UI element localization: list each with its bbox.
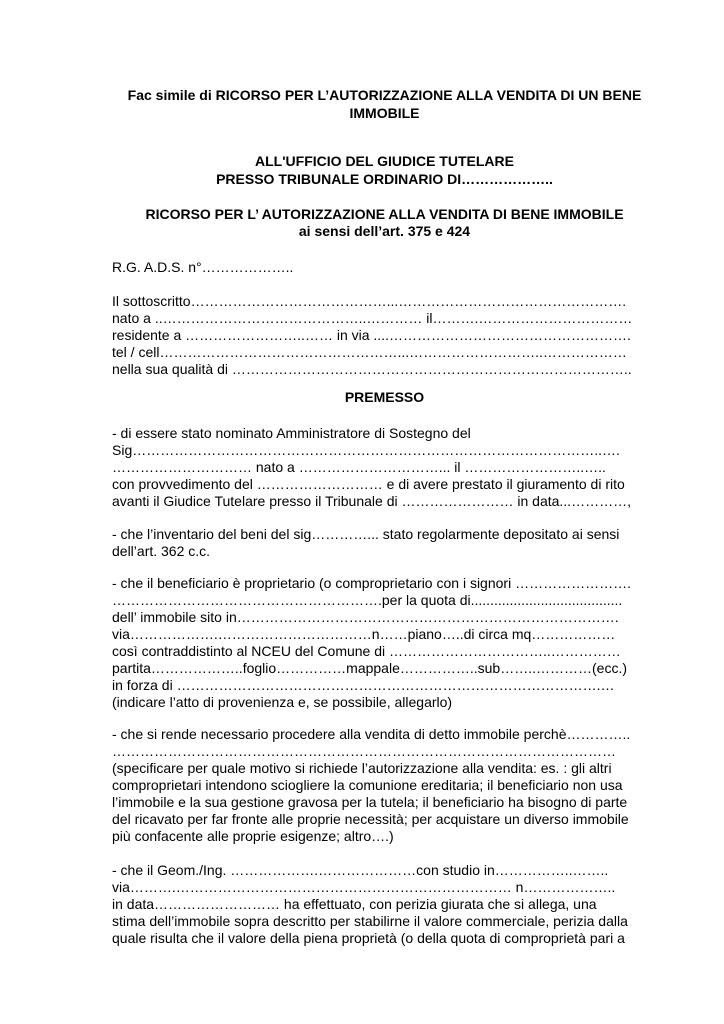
paragraph-line: dell’art. 362 c.c.	[112, 543, 211, 559]
premesso-heading: PREMESSO	[344, 389, 425, 405]
paragraph-line: - di essere stato nominato Amministratore di Sostegno del	[112, 425, 471, 441]
case-number: R.G. A.D.S. n°………………..	[112, 259, 294, 275]
paragraph-line: del ricavato per far fronte alle proprie necessità; per acquistare un diverso immobile	[112, 811, 629, 827]
paragraph-line: - che l’inventario del beni del sig…………... stato regolarmente depositato ai sensi	[112, 526, 620, 542]
subject-heading-line2: ai sensi dell’art. 375 e 424	[298, 223, 471, 239]
document-title-line2: IMMOBILE	[349, 105, 420, 121]
paragraph-line: l’immobile e la sua gestione gravosa per la tutela; il beneficiario ha bisogno di parte	[112, 794, 628, 810]
paragraph-line: partita………………..foglio……………mappale……………..sub……..…………(ecc.)	[112, 660, 627, 676]
applicant-line: nella sua qualità di …………………………………………………………………………..	[112, 361, 632, 377]
paragraph-line: quale risulta che il valore della piena proprietà (o della quota di comproprietà pari a	[112, 930, 625, 946]
paragraph-line: ………………………………………………….per la quota di.......................................	[112, 592, 623, 608]
paragraph-line: (specificare per quale motivo si richiede l’autorizzazione alla vendita: es. : gli altri	[112, 760, 612, 776]
paragraph-line: in forza di ……………………………………………………………………………….…	[112, 677, 615, 693]
applicant-line: tel / cell……………………………………………...………………………..………………	[112, 344, 627, 360]
applicant-line: Il sottoscritto……………………………………...………………………………………….	[112, 293, 627, 309]
subject-heading-line1: RICORSO PER L’ AUTORIZZAZIONE ALLA VENDITA DI BENE IMMOBILE	[145, 206, 624, 222]
paragraph-line: con provvedimento del ……………………… e di avere prestato il giuramento di rito	[112, 476, 625, 492]
paragraph-line: - che il Geom./Ing. ……………….…………………con studio in……………..……..	[112, 862, 609, 878]
paragraph-line: ………………………… nato a …………………………... il ……………………..…..	[112, 459, 606, 475]
paragraph-line: - che si rende necessario procedere alla vendita di detto immobile perchè…………..	[112, 726, 631, 742]
paragraph-line: via……………….……………………………n……piano…..di circa mq………………	[112, 626, 616, 642]
office-heading-line1: ALL'UFFICIO DEL GIUDICE TUTELARE	[255, 153, 514, 169]
document-title-line1: Fac simile di RICORSO PER L’AUTORIZZAZIONE ALLA VENDITA DI UN BENE	[127, 87, 642, 103]
paragraph-line: ………………………………………………………………………………………………	[112, 743, 616, 759]
paragraph-line: stima dell’immobile sopra descritto per stabilirne il valore commerciale, perizia dalla	[112, 913, 628, 929]
paragraph-line: dell’ immobile sito in……………………………………………………………………….	[112, 609, 619, 625]
paragraph-line: Sig………………………………………………………………………………………..….	[112, 442, 620, 458]
applicant-line: residente a ……………………..…… in via ....…………………………………………….	[112, 327, 631, 343]
paragraph-line: - che il beneficiario è proprietario (o comproprietario con i signori …………………….	[112, 575, 631, 591]
office-heading-line2: PRESSO TRIBUNALE ORDINARIO DI………………..	[216, 171, 553, 187]
paragraph-line: in data……………………… ha effettuato, con perizia giurata che si allega, una	[112, 896, 597, 912]
paragraph-line: così contraddistinto al NCEU del Comune di ……………………………..……………	[112, 643, 621, 659]
paragraph-line: via……….……………………………………………………………… n………………..	[112, 879, 616, 895]
paragraph-line: avanti il Giudice Tutelare presso il Tribunale di …………………… in data...…………,	[112, 493, 631, 509]
applicant-line: nato a ..……………………………………..………… il……….……………………………	[112, 310, 633, 326]
paragraph-line: comproprietari intendono sciogliere la comunione ereditaria; il beneficiario non usa	[112, 777, 623, 793]
paragraph-line: più confacente alle proprie esigenze; altro….)	[112, 828, 394, 844]
paragraph-line: (indicare l’atto di provenienza e, se possibile, allegarlo)	[112, 694, 453, 710]
